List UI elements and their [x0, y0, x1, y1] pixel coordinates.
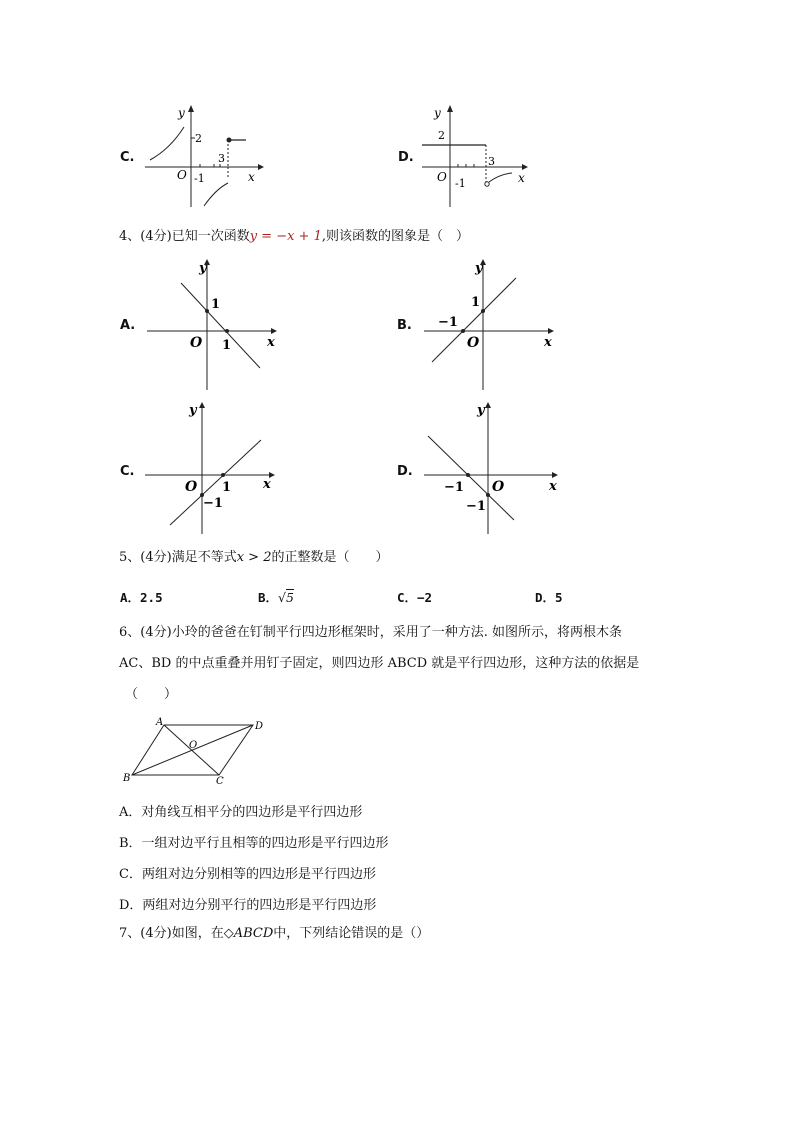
- q6-line-2: AC、BD 的中点重叠并用钉子固定，则四边形 ABCD 就是平行四边形，这种方法的依据是: [119, 656, 640, 671]
- q4-option-c-graph[interactable]: [143, 400, 278, 536]
- q5-choice-b-label: B．: [258, 590, 279, 605]
- x-intercept-label: −1: [438, 315, 458, 330]
- q4-text-before: 已知一次函数: [171, 229, 250, 244]
- tick-label-neg1: -1: [194, 172, 205, 185]
- tick-label-2: 2: [195, 132, 202, 145]
- q3-option-c-label[interactable]: C.: [120, 150, 135, 165]
- y-intercept-label: −1: [466, 499, 486, 514]
- y-label: y: [178, 106, 185, 120]
- q6-line-1: [119, 625, 622, 641]
- q6-number: 6、(4分): [119, 625, 172, 640]
- origin-label: O: [185, 479, 198, 495]
- y-intercept-label: 1: [471, 295, 481, 310]
- q4-option-a-graph[interactable]: [145, 258, 280, 392]
- q7-number: 7、(4分): [119, 926, 172, 941]
- x-label: x: [518, 171, 525, 185]
- q6-line-1-text: 小玲的爸爸在钉制平行四边形框架时，采用了一种方法. 如图所示，将两根木条: [171, 625, 622, 640]
- q5-choice-c[interactable]: C．−2: [397, 590, 433, 605]
- q5-stem: [119, 550, 388, 566]
- q5-text-before: 满足不等式: [171, 550, 237, 565]
- x-label: x: [267, 335, 275, 350]
- x-intercept-dot: [221, 473, 225, 477]
- x-label: x: [544, 335, 552, 350]
- y-intercept-dot: [205, 309, 209, 313]
- vertex-b-label: B: [123, 773, 131, 784]
- tick-label-2: 2: [438, 129, 445, 142]
- tick-label-neg1: -1: [455, 177, 466, 190]
- q4-stem: [119, 229, 469, 245]
- q6-choice-b[interactable]: B．一组对边平行且相等的四边形是平行四边形: [119, 836, 389, 851]
- origin-label: O: [437, 170, 447, 184]
- origin-label: O: [492, 479, 505, 495]
- q5-choice-b[interactable]: [258, 588, 294, 606]
- x-intercept-dot: [225, 329, 229, 333]
- y-intercept-dot: [486, 493, 490, 497]
- q4-formula: y = −x + 1: [249, 229, 322, 244]
- y-label: y: [199, 261, 207, 276]
- q7-text-before: 如图，在: [171, 926, 224, 941]
- x-axis-arrow: [258, 164, 264, 170]
- q4-option-b-graph[interactable]: [422, 258, 557, 392]
- q4-option-d-label[interactable]: D.: [397, 464, 413, 479]
- tick-label-3: 3: [488, 155, 495, 168]
- y-intercept-label: 1: [211, 297, 221, 312]
- q7-stem: [119, 926, 429, 942]
- y-intercept-label: −1: [203, 496, 223, 511]
- x-label: x: [549, 479, 557, 494]
- y-intercept-dot: [481, 309, 485, 313]
- line: [170, 440, 261, 525]
- x-intercept-label: −1: [444, 480, 464, 495]
- q5-choice-d[interactable]: D．5: [535, 590, 563, 605]
- vertex-c-label: C: [216, 776, 224, 787]
- q6-choice-c[interactable]: C．两组对边分别相等的四边形是平行四边形: [119, 867, 376, 882]
- q6-parallelogram-figure: [120, 713, 270, 789]
- q5-inequality: x > 2: [236, 550, 272, 565]
- sqrt-symbol: √5: [278, 590, 294, 605]
- q4-option-a-label[interactable]: A.: [120, 318, 136, 333]
- q5-number: 5、(4分): [119, 550, 172, 565]
- curve-right: [489, 173, 512, 182]
- origin-label: O: [177, 168, 187, 182]
- q3-option-d-label[interactable]: D.: [398, 150, 414, 165]
- q4-option-d-graph[interactable]: [422, 400, 562, 536]
- vertex-d-label: D: [255, 721, 264, 732]
- open-dot: [485, 182, 489, 186]
- q5-text-after: 的正整数是（ ）: [271, 550, 389, 565]
- origin-label: O: [467, 335, 480, 351]
- q4-text-after: ,则该函数的图象是（ ）: [321, 229, 469, 244]
- x-intercept-dot: [461, 329, 465, 333]
- y-axis-arrow: [188, 105, 194, 112]
- tick-label-3: 3: [218, 152, 225, 165]
- q5-choice-a[interactable]: A．2.5: [120, 590, 163, 605]
- y-label: y: [475, 261, 483, 276]
- x-intercept-dot: [466, 473, 470, 477]
- y-label: y: [434, 106, 441, 120]
- q6-choice-d[interactable]: D．两组对边分别平行的四边形是平行四边形: [119, 898, 377, 913]
- line: [181, 283, 260, 368]
- q7-shape: ◇ABCD: [223, 926, 274, 941]
- x-intercept-label: 1: [222, 338, 232, 353]
- x-label: x: [263, 477, 271, 492]
- q5-choice-b-radicand: 5: [286, 590, 294, 605]
- curve-left: [150, 127, 184, 160]
- x-label: x: [248, 170, 255, 184]
- q4-option-c-label[interactable]: C.: [120, 464, 135, 479]
- y-label: y: [477, 403, 485, 418]
- x-intercept-label: 1: [222, 480, 232, 495]
- q3-option-d-graph[interactable]: [418, 103, 533, 211]
- q6-line-3: （ ）: [125, 687, 178, 702]
- q7-text-after: 中，下列结论错误的是（）: [273, 926, 430, 941]
- q6-choice-a[interactable]: A．对角线互相平分的四边形是平行四边形: [119, 805, 363, 820]
- center-o-label: O: [189, 740, 198, 751]
- y-label: y: [189, 403, 197, 418]
- origin-label: O: [190, 335, 203, 351]
- q4-number: 4、(4分): [119, 229, 172, 244]
- curve-right: [204, 183, 228, 206]
- q3-option-c-graph[interactable]: [140, 103, 265, 211]
- vertex-a-label: A: [156, 717, 164, 728]
- q4-option-b-label[interactable]: B.: [397, 318, 412, 333]
